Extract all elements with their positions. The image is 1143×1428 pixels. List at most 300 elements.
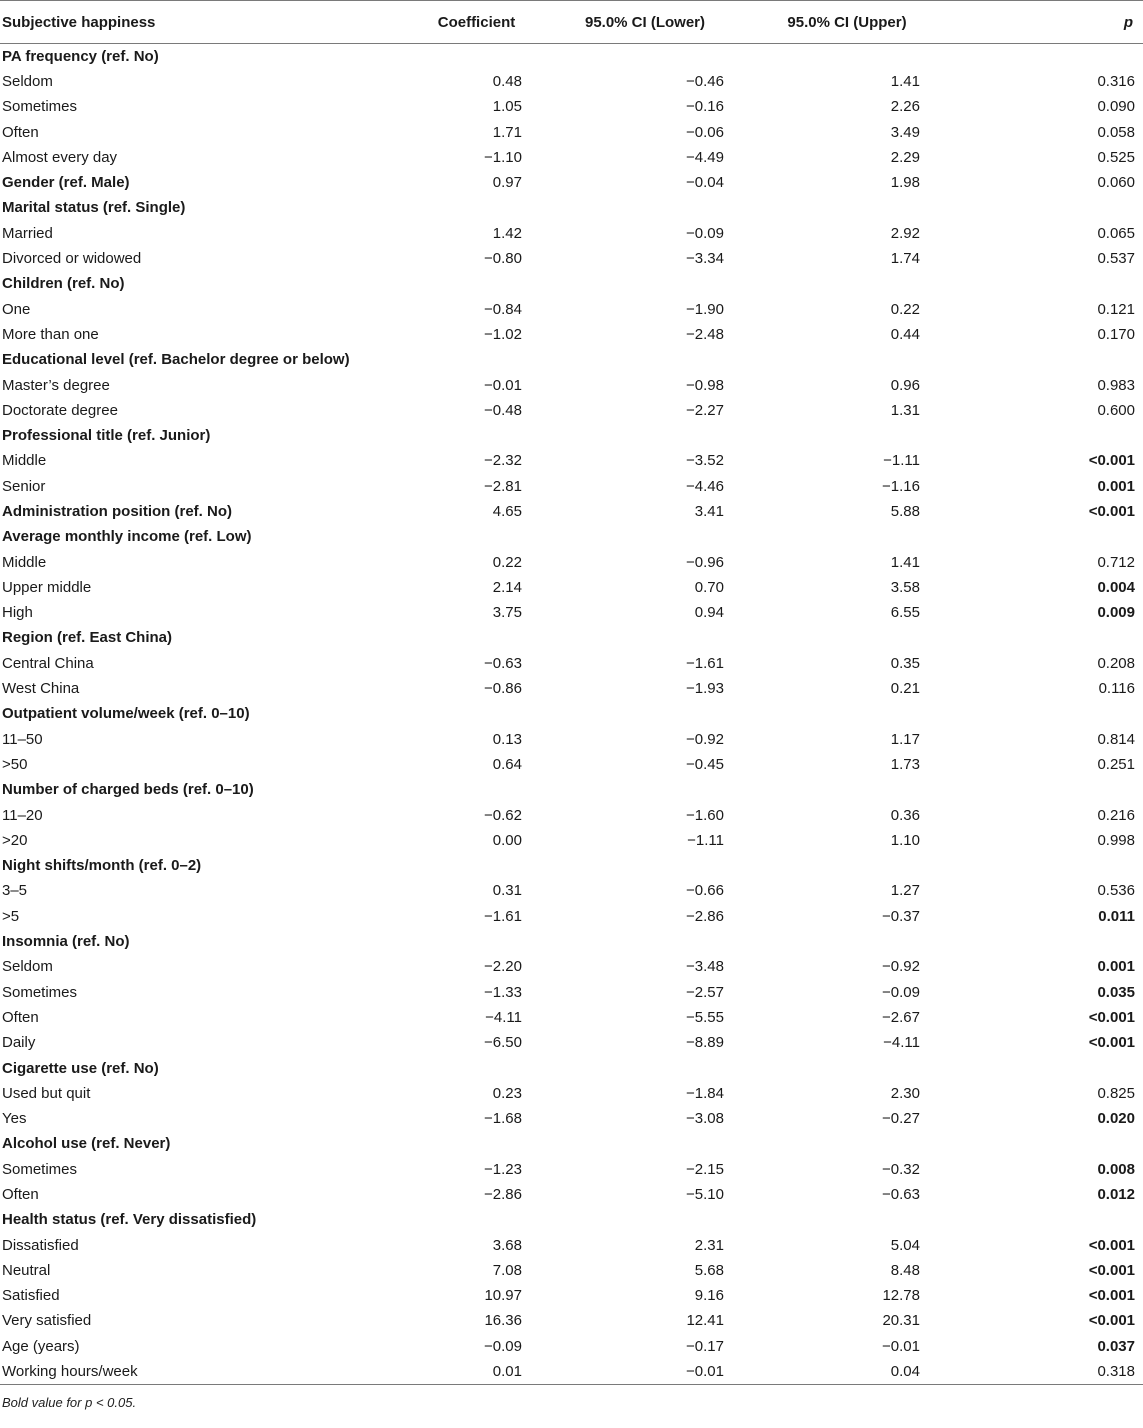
p-value-cell: 0.008 (1097, 1160, 1135, 1178)
p-value-cell: <0.001 (1088, 1312, 1135, 1330)
ci-lower-cell: −5.55 (686, 1008, 724, 1026)
row-label: >5 (2, 907, 20, 925)
ci-upper-cell: 1.31 (890, 401, 920, 419)
p-value-cell: 0.536 (1097, 882, 1135, 900)
table-group-row (0, 347, 1143, 372)
p-value-cell: 0.009 (1097, 604, 1135, 622)
table-row (0, 979, 1143, 1004)
row-label: Very satisfied (2, 1312, 92, 1330)
coefficient-cell: 0.97 (492, 174, 522, 192)
p-value-cell: 0.316 (1097, 72, 1135, 90)
ci-lower-cell: −0.01 (544, 1359, 746, 1384)
ci-upper-cell (746, 271, 948, 296)
coefficient-cell: 4.65 (492, 502, 522, 520)
table-row (0, 1308, 1143, 1333)
coefficient-cell (409, 271, 544, 296)
row-label: Outpatient volume/week (ref. 0–10) (2, 705, 250, 723)
row-label: Doctorate degree (2, 401, 118, 419)
p-value-cell: 0.170 (1097, 325, 1135, 343)
table-row (0, 1106, 1143, 1131)
ci-lower-cell (544, 195, 746, 220)
p-value-cell: <0.001 (1088, 452, 1135, 470)
coefficient-cell: 1.42 (492, 224, 522, 242)
table-row (0, 727, 1143, 752)
ci-upper-cell: 12.78 (882, 1287, 920, 1305)
ci-lower-cell: −3.08 (686, 1110, 724, 1128)
row-label: Divorced or widowed (2, 250, 142, 268)
ci-lower-cell (544, 1207, 746, 1232)
table-row (0, 398, 1143, 423)
ci-upper-cell (746, 777, 948, 802)
row-label: Educational level (ref. Bachelor degree or below) (2, 351, 350, 369)
p-value-cell: 0.020 (1097, 1110, 1135, 1128)
p-value-cell: 0.537 (1097, 250, 1135, 268)
p-value-cell (948, 625, 1143, 650)
table-row (0, 296, 1143, 321)
ci-lower-cell: −2.27 (686, 401, 724, 419)
coefficient-cell: 2.14 (492, 578, 522, 596)
ci-upper-cell: −0.27 (882, 1110, 920, 1128)
ci-upper-cell (746, 625, 948, 650)
row-label: Used but quit (2, 1084, 91, 1102)
ci-lower-cell (544, 625, 746, 650)
table-group-row (0, 195, 1143, 220)
p-value-cell: 0.116 (1098, 680, 1135, 698)
ci-lower-cell (544, 524, 746, 549)
coefficient-cell (409, 1207, 544, 1232)
ci-lower-cell: −0.66 (686, 882, 724, 900)
ci-lower-cell: 2.31 (694, 1236, 724, 1254)
table-group-row (0, 44, 1143, 69)
row-label: Seldom (2, 72, 53, 90)
ci-lower-cell (544, 777, 746, 802)
p-value-cell (948, 347, 1143, 372)
row-label: Satisfied (2, 1287, 60, 1305)
coefficient-cell: −1.23 (484, 1160, 522, 1178)
table-group-row (0, 929, 1143, 954)
ci-upper-cell: 0.22 (890, 300, 920, 318)
ci-upper-cell: 0.21 (890, 680, 920, 698)
coefficient-cell: −0.80 (484, 250, 522, 268)
coefficient-cell: −1.61 (484, 907, 522, 925)
ci-lower-cell: −0.16 (686, 98, 724, 116)
coefficient-cell: 7.08 (492, 1261, 522, 1279)
ci-lower-cell: −2.15 (686, 1160, 724, 1178)
row-label: Married (2, 224, 53, 242)
p-value-cell (948, 195, 1143, 220)
table-group-row (0, 1055, 1143, 1080)
coefficient-cell (409, 701, 544, 726)
p-value-cell: 0.035 (1097, 983, 1135, 1001)
row-label: Upper middle (2, 578, 92, 596)
p-value-cell (948, 1055, 1143, 1080)
coefficient-cell: 0.31 (492, 882, 522, 900)
p-value-cell (948, 44, 1143, 69)
ci-lower-cell (544, 44, 746, 69)
table-group-row (0, 853, 1143, 878)
p-value-cell (948, 929, 1143, 954)
coefficient-cell: −0.63 (484, 654, 522, 672)
ci-upper-cell: −0.63 (882, 1186, 920, 1203)
p-value-cell: 0.983 (1097, 376, 1135, 394)
ci-lower-cell: 0.70 (694, 578, 724, 596)
row-label: Marital status (ref. Single) (2, 199, 186, 217)
coefficient-cell: −2.20 (484, 958, 522, 976)
ci-lower-cell: −0.92 (686, 730, 724, 748)
ci-upper-cell: 0.44 (890, 325, 920, 343)
coefficient-cell (409, 1131, 544, 1156)
ci-lower-cell: −0.46 (686, 72, 724, 90)
ci-upper-cell (746, 1055, 948, 1080)
p-value-cell: 0.208 (1097, 654, 1135, 672)
table-row (0, 1258, 1143, 1283)
p-value-cell: <0.001 (1088, 1287, 1135, 1305)
ci-upper-cell: 20.31 (882, 1312, 920, 1330)
ci-lower-cell: 3.41 (694, 502, 724, 520)
table-row (0, 1283, 1143, 1308)
row-label: Often (2, 123, 39, 141)
ci-lower-cell: −8.89 (686, 1034, 724, 1052)
p-value-cell: 0.825 (1097, 1084, 1135, 1102)
table-footnote: Bold value for p < 0.05. (2, 1394, 137, 1410)
row-label: Middle (2, 452, 47, 470)
ci-upper-cell: 2.92 (890, 224, 920, 242)
row-label: Almost every day (2, 148, 118, 166)
row-label: Master’s degree (2, 376, 110, 394)
ci-lower-cell (544, 929, 746, 954)
ci-upper-cell (746, 524, 948, 549)
ci-lower-cell (544, 1131, 746, 1156)
table-row (0, 904, 1143, 929)
row-label: High (2, 604, 33, 622)
ci-upper-cell (746, 701, 948, 726)
coefficient-cell: −0.86 (484, 680, 522, 698)
table-row (0, 1182, 1143, 1207)
table-row (0, 322, 1143, 347)
row-label: Cigarette use (ref. No) (2, 1059, 159, 1077)
header-ci-lower: 95.0% CI (Lower) (544, 1, 746, 44)
coefficient-cell: −2.86 (484, 1186, 522, 1203)
table-row (0, 1232, 1143, 1257)
table-group-row (0, 524, 1143, 549)
p-value-cell: 0.525 (1097, 148, 1135, 166)
p-value-cell: 0.712 (1097, 553, 1135, 571)
ci-lower-cell: −1.93 (686, 680, 724, 698)
ci-lower-cell (544, 701, 746, 726)
ci-upper-cell: 0.96 (890, 376, 920, 394)
ci-lower-cell (544, 853, 746, 878)
p-value-cell: 0.058 (1097, 123, 1135, 141)
row-label: Children (ref. No) (2, 275, 125, 293)
coefficient-cell: 0.01 (409, 1359, 544, 1384)
coefficient-cell: −1.02 (484, 325, 522, 343)
coefficient-cell: 0.00 (492, 831, 522, 849)
row-label: Health status (ref. Very dissatisfied) (2, 1211, 257, 1229)
row-label: 3–5 (2, 882, 28, 900)
ci-upper-cell: 1.41 (890, 553, 920, 571)
ci-lower-cell: −0.96 (686, 553, 724, 571)
row-label: One (2, 300, 31, 318)
table-row (0, 1081, 1143, 1106)
coefficient-cell (409, 195, 544, 220)
ci-upper-cell: 6.55 (890, 604, 920, 622)
ci-lower-cell (544, 271, 746, 296)
table-row (0, 1359, 1143, 1384)
p-value-cell: 0.001 (1097, 958, 1135, 976)
ci-upper-cell: 1.74 (890, 250, 920, 268)
header-ci-upper: 95.0% CI (Upper) (746, 1, 948, 44)
row-label: Professional title (ref. Junior) (2, 427, 211, 445)
ci-upper-cell: 1.17 (890, 730, 920, 748)
row-label: Number of charged beds (ref. 0–10) (2, 781, 254, 799)
ci-upper-cell (746, 853, 948, 878)
coefficient-cell: 0.64 (492, 755, 522, 773)
ci-upper-cell: −0.92 (882, 958, 920, 976)
table-row (0, 221, 1143, 246)
table-row (0, 119, 1143, 144)
coefficient-cell: −1.68 (484, 1110, 522, 1128)
p-value-cell: <0.001 (1088, 502, 1135, 520)
table-group-row (0, 701, 1143, 726)
table-row (0, 802, 1143, 827)
row-label: Age (years) (2, 1337, 80, 1355)
ci-upper-cell: −4.11 (883, 1034, 920, 1052)
ci-upper-cell: 2.30 (890, 1084, 920, 1102)
row-label: PA frequency (ref. No) (2, 47, 159, 65)
coefficient-cell (409, 347, 544, 372)
row-label: 11–20 (2, 806, 43, 824)
row-label: >20 (2, 831, 28, 849)
coefficient-cell (409, 1055, 544, 1080)
p-value-cell: 0.216 (1097, 806, 1135, 824)
table-group-row (0, 625, 1143, 650)
coefficient-cell: −0.48 (484, 401, 522, 419)
ci-upper-cell: 0.35 (890, 654, 920, 672)
ci-upper-cell: 5.04 (890, 1236, 920, 1254)
table-row (0, 752, 1143, 777)
ci-lower-cell: −4.49 (686, 148, 724, 166)
p-value-cell: 0.004 (1097, 578, 1135, 596)
ci-lower-cell: −1.11 (687, 831, 724, 849)
coefficient-cell: 16.36 (484, 1312, 522, 1330)
ci-lower-cell (544, 423, 746, 448)
p-value-cell: 0.998 (1097, 831, 1135, 849)
ci-upper-cell: 3.58 (890, 578, 920, 596)
ci-lower-cell: −1.90 (686, 300, 724, 318)
table-row (0, 575, 1143, 600)
ci-lower-cell: 9.16 (694, 1287, 724, 1305)
row-label: Often (2, 1008, 39, 1026)
ci-upper-cell: 2.26 (890, 98, 920, 116)
ci-lower-cell: −2.48 (686, 325, 724, 343)
coefficient-cell: 0.48 (492, 72, 522, 90)
coefficient-cell (409, 44, 544, 69)
p-value-cell (948, 701, 1143, 726)
row-label: Sometimes (2, 983, 78, 1001)
coefficient-cell: 10.97 (484, 1287, 522, 1305)
table-row (0, 878, 1143, 903)
row-label: More than one (2, 325, 99, 343)
coefficient-cell: 0.23 (492, 1084, 522, 1102)
table-row (0, 1005, 1143, 1030)
table-group-row (0, 499, 1143, 524)
row-label: Dissatisfied (2, 1236, 79, 1254)
ci-lower-cell: −0.06 (686, 123, 724, 141)
table-row (0, 372, 1143, 397)
coefficient-cell: −0.09 (484, 1337, 522, 1355)
table-group-row (0, 1207, 1143, 1232)
p-value-cell: <0.001 (1088, 1034, 1135, 1052)
row-label: Seldom (2, 958, 53, 976)
ci-lower-cell: −2.57 (686, 983, 724, 1001)
row-label: Average monthly income (ref. Low) (2, 528, 252, 546)
table-row (0, 1334, 1143, 1359)
ci-lower-cell: −0.09 (686, 224, 724, 242)
ci-lower-cell (544, 347, 746, 372)
row-label: Night shifts/month (ref. 0–2) (2, 857, 202, 875)
ci-upper-cell: −0.01 (882, 1337, 920, 1355)
ci-lower-cell: −0.04 (686, 174, 724, 192)
row-label: Region (ref. East China) (2, 629, 173, 647)
ci-upper-cell: −0.32 (882, 1160, 920, 1178)
ci-lower-cell: −0.17 (686, 1337, 724, 1355)
p-value-cell: 0.814 (1097, 730, 1135, 748)
table-body (0, 44, 1143, 1385)
table-group-row (0, 777, 1143, 802)
coefficient-cell: 1.71 (492, 123, 522, 141)
ci-upper-cell (746, 929, 948, 954)
table-header (0, 1, 1143, 44)
table-row (0, 1030, 1143, 1055)
ci-upper-cell: −2.67 (882, 1008, 920, 1026)
table-row (0, 448, 1143, 473)
table-row (0, 69, 1143, 94)
row-label: Neutral (2, 1261, 51, 1279)
p-value-cell: 0.001 (1097, 477, 1135, 495)
coefficient-cell: −0.84 (484, 300, 522, 318)
ci-upper-cell: 5.88 (890, 502, 920, 520)
coefficient-cell (409, 524, 544, 549)
row-label: Administration position (ref. No) (2, 502, 232, 520)
coefficient-cell: 0.22 (492, 553, 522, 571)
coefficient-cell: −1.33 (484, 983, 522, 1001)
table-row (0, 549, 1143, 574)
p-value-cell (948, 1207, 1143, 1232)
header-row (0, 1, 1143, 44)
ci-upper-cell: 1.98 (890, 174, 920, 192)
table-row (0, 145, 1143, 170)
table-group-row (0, 423, 1143, 448)
p-value-cell (948, 1131, 1143, 1156)
table-row (0, 246, 1143, 271)
table-row (0, 676, 1143, 701)
p-value-cell (948, 423, 1143, 448)
ci-lower-cell: −0.45 (686, 755, 724, 773)
row-label: Central China (2, 654, 94, 672)
coefficient-cell: −6.50 (484, 1034, 522, 1052)
header-p-value: p (948, 1, 1143, 44)
ci-upper-cell (746, 1131, 948, 1156)
row-label: >50 (2, 755, 28, 773)
coefficient-cell (409, 423, 544, 448)
p-value-cell: 0.251 (1097, 755, 1135, 773)
ci-lower-cell: −3.34 (686, 250, 724, 268)
coefficient-cell: −1.10 (484, 148, 522, 166)
p-value-cell (948, 271, 1143, 296)
ci-lower-cell: −4.46 (686, 477, 724, 495)
ci-upper-cell: 8.48 (890, 1261, 920, 1279)
ci-lower-cell: −2.86 (686, 907, 724, 925)
table-group-row (0, 1131, 1143, 1156)
header-variable: Subjective happiness (0, 1, 409, 44)
ci-lower-cell: −3.52 (686, 452, 724, 470)
row-label: West China (2, 680, 80, 698)
ci-lower-cell: −5.10 (686, 1186, 724, 1203)
row-label: Sometimes (2, 98, 78, 116)
p-value-cell (948, 524, 1143, 549)
row-label: Alcohol use (ref. Never) (2, 1135, 171, 1153)
ci-lower-cell: −0.98 (686, 376, 724, 394)
ci-lower-cell: −1.61 (686, 654, 724, 672)
table-row (0, 1157, 1143, 1182)
p-value-cell: <0.001 (1088, 1008, 1135, 1026)
table-row (0, 828, 1143, 853)
row-label: Daily (2, 1034, 36, 1052)
p-value-cell: 0.012 (1097, 1186, 1135, 1203)
p-value-cell: <0.001 (1088, 1236, 1135, 1254)
coefficient-cell: −2.32 (484, 452, 522, 470)
ci-lower-cell: −3.48 (686, 958, 724, 976)
coefficient-cell: −4.11 (485, 1008, 522, 1026)
coefficient-cell: −0.01 (484, 376, 522, 394)
p-value-cell: 0.011 (1098, 907, 1135, 925)
table-group-row (0, 170, 1143, 195)
coefficient-cell: 3.75 (492, 604, 522, 622)
row-label: Middle (2, 553, 47, 571)
ci-lower-cell: −1.60 (686, 806, 724, 824)
ci-upper-cell: 0.04 (746, 1359, 948, 1384)
ci-upper-cell: 1.27 (890, 882, 920, 900)
ci-upper-cell (746, 195, 948, 220)
table-group-row (0, 271, 1143, 296)
p-value-cell: 0.065 (1097, 224, 1135, 242)
header-coefficient: Coefficient (409, 1, 544, 44)
ci-upper-cell: 2.29 (890, 148, 920, 166)
p-value-cell: 0.037 (1097, 1337, 1135, 1355)
ci-upper-cell: −1.16 (882, 477, 920, 495)
row-label: Often (2, 1186, 39, 1203)
ci-upper-cell (746, 44, 948, 69)
row-label: Yes (2, 1110, 27, 1128)
ci-upper-cell: 3.49 (890, 123, 920, 141)
ci-upper-cell: 1.10 (890, 831, 920, 849)
row-label: Insomnia (ref. No) (2, 933, 130, 951)
coefficient-cell: 1.05 (492, 98, 522, 116)
p-value-cell: 0.060 (1097, 174, 1135, 192)
table-row (0, 651, 1143, 676)
ci-upper-cell: −0.37 (882, 907, 920, 925)
p-value-cell: 0.600 (1097, 401, 1135, 419)
table-row (0, 954, 1143, 979)
row-label: Gender (ref. Male) (2, 174, 130, 192)
p-value-cell: 0.121 (1097, 300, 1135, 318)
coefficient-cell (409, 929, 544, 954)
ci-upper-cell (746, 347, 948, 372)
ci-lower-cell: 0.94 (694, 604, 724, 622)
coefficient-cell: −0.62 (484, 806, 522, 824)
ci-upper-cell (746, 423, 948, 448)
coefficient-cell (409, 777, 544, 802)
